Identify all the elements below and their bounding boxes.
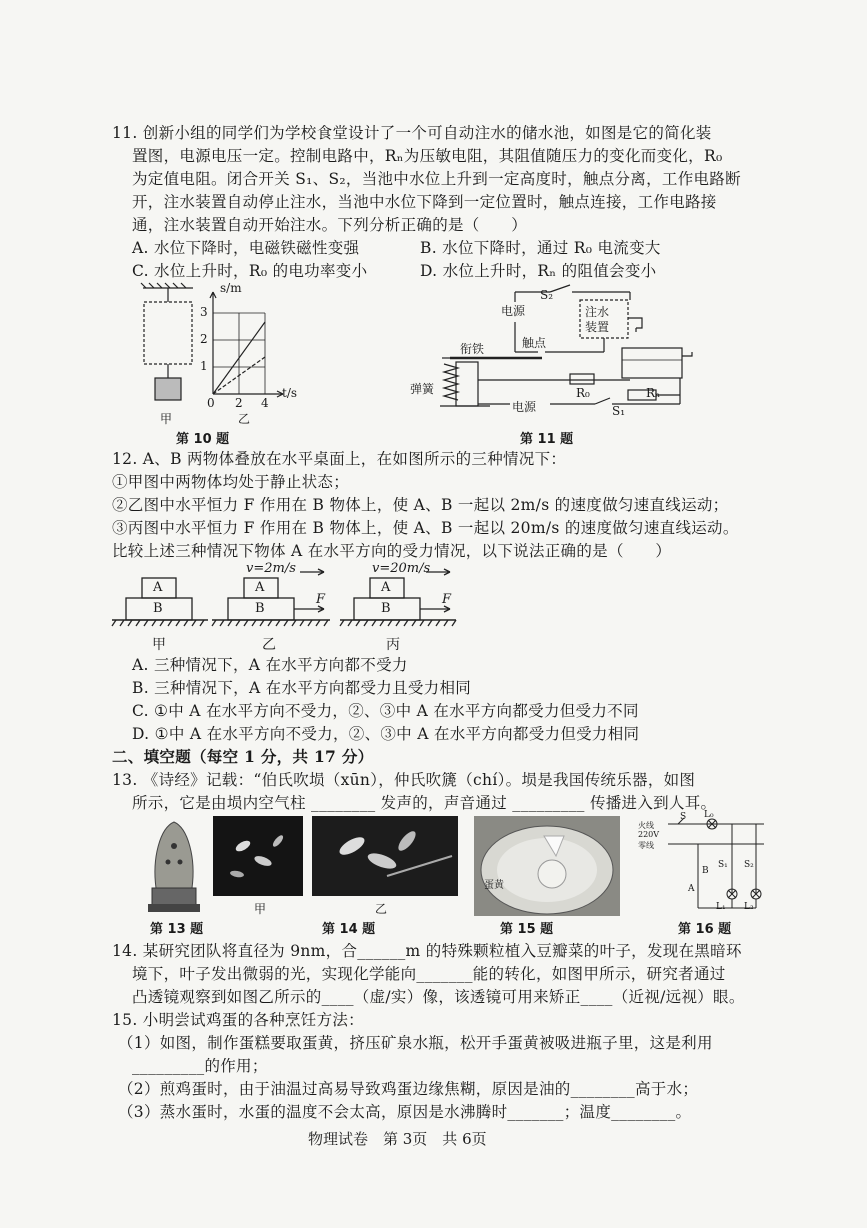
q12-block-b-yi: B [255,601,265,616]
fig11-rn-label: Rₙ [646,386,661,400]
fig11-s1-label: S₁ [612,404,626,418]
fig16-a-label: A [688,884,695,894]
fig14-leaf-photo-jia [213,816,303,896]
q11-line-4: 开，注水装置自动停止注水，当池中水位下降到一定位置时，触点连接，工作电路接 [132,193,717,211]
q15-line-2: （1）如图，制作蛋糕要取蛋黄，挤压矿泉水瓶，松开手蛋黄被吸进瓶子里，这是利用 [118,1034,713,1052]
fig11-armature-label: 衔铁 [460,342,485,356]
q12-line-5: 比较上述三种情况下物体 A 在水平方向的受力情况，以下说法正确的是（ ） [112,542,672,560]
q12-block-a-bing: A [381,580,391,595]
fig16-neutral-wire-label: 零线 [638,841,654,850]
fig14-caption: 第 14 题 [322,922,376,937]
fig11-contact-label: 触点 [522,336,547,350]
fig15-yolk-label: 蛋黄 [484,880,504,891]
fig13-caption: 第 13 题 [150,922,204,937]
section-2-heading: 二、填空题（每空 1 分，共 17 分） [112,747,374,766]
fig10-y-tick-2: 2 [200,332,208,346]
q12-block-a-yi: A [255,580,265,595]
q11-option-a: A. 水位下降时，电磁铁磁性变强 [132,239,360,257]
fig16-l0-label: L₀ [704,810,714,820]
q12-velocity-yi: v=2m/s [246,561,296,576]
fig10-x-axis-label: t/s [282,386,298,400]
fig14-label-yi: 乙 [375,902,388,916]
q12-block-a-jia: A [153,580,163,595]
q12-block-b-jia: B [153,601,163,616]
q12-force-yi: F [316,592,326,607]
q12-label-jia: 甲 [152,637,166,653]
q12-option-c: C. ①中 A 在水平方向不受力，②、③中 A 在水平方向都受力但受力不同 [132,702,639,720]
fig16-voltage-label: 220V [638,830,660,839]
q15-line-3: _________的作用； [132,1057,268,1075]
q14-line-2: 境下，叶子发出微弱的光，实现化学能向_______能的转化，如图甲所示，研究者通过 [132,965,726,983]
q12-force-bing: F [442,592,452,607]
q12-line-1: 12. A、B 两物体叠放在水平桌面上，在如图所示的三种情况下： [112,450,567,468]
q13-line-1: 13. 《诗经》记载：“伯氏吹埙（xūn），仲氏吹篪（chí）。埙是我国传统乐器，如图 [112,771,696,789]
fig16-s1-label: S₁ [718,860,728,870]
fig10-x-tick-2: 2 [235,396,243,410]
fig15-bowl-photo [474,816,620,916]
q12-option-d: D. ①中 A 在水平方向不受力，②、③中 A 在水平方向都受力但受力相同 [132,725,640,743]
fig11-device-label-1: 注水 [585,305,610,319]
q12-option-b: B. 三种情况下，A 在水平方向都受力且受力相同 [132,679,472,697]
fig15-caption: 第 15 题 [500,922,554,937]
fig14-leaf-photo-yi [312,816,458,896]
q12-block-b-bing: B [381,601,391,616]
q15-line-4: （2）煎鸡蛋时，由于油温过高易导致鸡蛋边缘焦糊，原因是油的________高于水； [118,1080,699,1098]
q11-option-b: B. 水位下降时，通过 R₀ 电流变大 [420,239,661,257]
q13-line-2: 所示，它是由埙内空气柱 ________ 发声的，声音通过 _________ 传播进入到人耳。 [132,794,717,812]
fig11-power-bottom-label: 电源 [512,400,537,414]
fig16-l2-label: L₂ [744,902,754,912]
fig10-y-tick-1: 1 [200,359,208,373]
fig11-device-label-2: 装置 [585,320,610,334]
fig16-b-label: B [702,866,709,876]
q12-velocity-bing: v=20m/s [372,561,431,576]
q12-line-4: ③丙图中水平恒力 F 作用在 B 物体上，使 A、B 一起以 20m/s 的速度做匀速直线运动。 [112,519,739,537]
fig10-label-jia: 甲 [160,412,173,426]
fig14-label-jia: 甲 [254,902,267,916]
fig10-caption: 第 10 题 [176,432,230,447]
fig16-live-wire-label: 火线 [638,821,654,830]
q11-option-c: C. 水位上升时，R₀ 的电功率变小 [132,262,368,280]
fig10-x-tick-0: 0 [207,396,215,410]
q11-line-3: 为定值电阻。闭合开关 S₁、S₂，当池中水位上升到一定高度时，触点分离，工作电路断 [132,170,741,188]
q11-line-5: 通，注水装置自动开始注水。下列分析正确的是（ ） [132,216,528,234]
q15-line-1: 15. 小明尝试鸡蛋的各种烹饪方法： [112,1011,364,1029]
fig16-s-label: S [680,812,687,822]
fig10-label-yi: 乙 [238,412,251,426]
q11-option-d: D. 水位上升时，Rₙ 的阻值会变小 [420,262,657,280]
fig10-y-axis-label: s/m [220,281,242,295]
q15-line-5: （3）蒸水蛋时，水蛋的温度不会太高，原因是水沸腾时_______；温度________。 [118,1103,692,1121]
q11-line-2: 置图，电源电压一定。控制电路中，Rₙ为压敏电阻，其阻值随压力的变化而变化，R₀ [132,147,723,165]
fig10-x-tick-4: 4 [261,396,269,410]
q12-label-yi: 乙 [262,637,276,653]
q12-line-3: ②乙图中水平恒力 F 作用在 B 物体上，使 A、B 一起以 2m/s 的速度做匀速直线运动； [112,496,729,514]
q11-line-1: 11. 创新小组的同学们为学校食堂设计了一个可自动注水的储水池，如图是它的简化装 [112,124,712,142]
fig11-r0-label: R₀ [576,386,590,400]
q14-line-3: 凸透镜观察到如图乙所示的____（虚/实）像，该透镜可用来矫正____（近视/远视）眼。 [132,988,745,1006]
fig11-spring-label: 弹簧 [410,382,435,396]
q12-option-a: A. 三种情况下，A 在水平方向都不受力 [132,656,408,674]
page-footer: 物理试卷 第 3页 共 6页 [308,1130,487,1148]
fig16-s2-label: S₂ [744,860,754,870]
fig10-y-tick-3: 3 [200,305,208,319]
fig13-xun-photo [146,818,202,914]
fig11-caption: 第 11 题 [520,432,574,447]
q14-line-1: 14. 某研究团队将直径为 9nm，合______m 的特殊颗粒植入豆瓣菜的叶子，发现在黑暗环 [112,942,742,960]
q12-line-2: ①甲图中两物体均处于静止状态； [112,473,350,491]
q12-label-bing: 丙 [386,637,400,653]
fig16-caption: 第 16 题 [678,922,732,937]
fig11-s2-label: S₂ [540,288,554,302]
fig11-power-top-label: 电源 [501,304,526,318]
fig16-l1-label: L₁ [716,902,726,912]
